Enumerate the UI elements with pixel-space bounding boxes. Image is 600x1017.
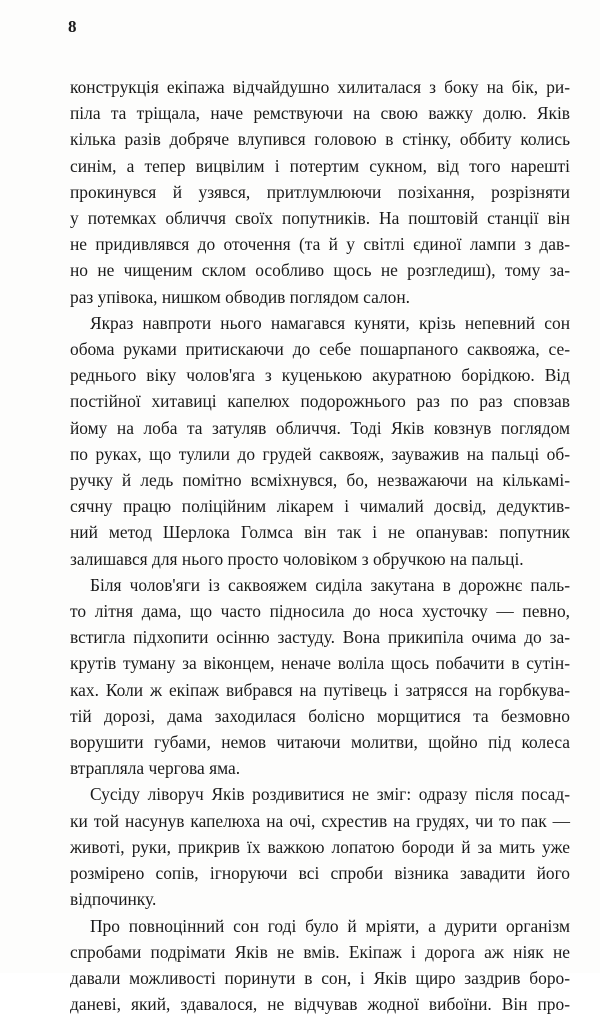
text-line: встигла підхопити осінню застуду. Вона прикипіла очима до за-	[70, 624, 570, 650]
text-line: не придивлявся до оточення (та й у світлі єдиної лампи з дав-	[70, 231, 570, 257]
text-line: крутів туману за віконцем, неначе воліла щось побачити в сутін-	[70, 650, 570, 676]
text-line: то літня дама, що часто підносила до носа хусточку — певно,	[70, 598, 570, 624]
text-line: животі, руки, прикрив їх важкою лопатою бороди й за мить уже	[70, 834, 570, 860]
text-line: ках. Коли ж екіпаж вибрався на путівець і затрясся на горбкува-	[70, 677, 570, 703]
text-line: синім, а тепер вицвілим і потертим сукном, від того нарешті	[70, 153, 570, 179]
text-line: розмірено сопів, ігноруючи всі спроби візника завадити його	[70, 860, 570, 886]
text-line: у потемках обличчя своїх попутників. На поштовій станції він	[70, 205, 570, 231]
paragraph-4	[70, 781, 570, 912]
text-line: прокинувся й узявся, притлумлюючи позіхання, розрізняти	[70, 179, 570, 205]
text-line: відпочинку.	[70, 886, 570, 912]
paragraph-5	[70, 913, 570, 1017]
text-line: но не чищеним склом особливо щось не розгледиш), тому за-	[70, 257, 570, 283]
text-line: постійної хитавиці капелюх подорожнього раз по раз сповзав	[70, 388, 570, 414]
text-line: піла та тріщала, наче ремствуючи на свою важку долю. Яків	[70, 100, 570, 126]
paragraph-3	[70, 572, 570, 782]
paragraph-2	[70, 310, 570, 572]
text-line: ворушити губами, немов читаючи молитви, щойно під колеса	[70, 729, 570, 755]
text-line: кілька разів добряче влупився головою в стінку, оббиту колись	[70, 126, 570, 152]
text-line: Біля чолов'яги із саквояжем сиділа закутана в дорожнє паль-	[70, 572, 570, 598]
text-line: обома руками притискаючи до себе пошарпаного саквояжа, се-	[70, 336, 570, 362]
text-line: Якраз навпроти нього намагався куняти, крізь непевний сон	[70, 310, 570, 336]
body-text	[70, 74, 570, 1017]
text-line: спробами подрімати Яків не вмів. Екіпаж і дорога аж ніяк не	[70, 939, 570, 965]
text-line: ручку й ледь помітно всміхнувся, бо, незважаючи на кількамі-	[70, 467, 570, 493]
text-line: реднього віку чолов'яга з куценькою акуратною борідкою. Від	[70, 362, 570, 388]
text-line: по руках, що тулили до грудей саквояж, зауважив на пальці об-	[70, 441, 570, 467]
text-line: ний метод Шерлока Голмса він так і не опанував: попутник	[70, 519, 570, 545]
text-line: ки той насунув капелюха на очі, схрестив на грудях, чи то пак —	[70, 808, 570, 834]
text-line: тій дорозі, дама заходилася болісно морщитися та безмовно	[70, 703, 570, 729]
text-line: даневі, який, здавалося, не відчував жодної вибоїни. Він про-	[70, 991, 570, 1017]
text-line: Сусіду ліворуч Яків роздивитися не зміг: одразу після посад-	[70, 781, 570, 807]
text-line: Про повноцінний сон годі було й мріяти, а дурити організм	[70, 913, 570, 939]
text-line: давали можливості поринути в сон, і Яків щиро заздрив боро-	[70, 965, 570, 991]
page-number: 8	[68, 18, 77, 35]
paragraph-1	[70, 74, 570, 310]
text-line: конструкція екіпажа відчайдушно хилиталася з боку на бік, ри-	[70, 74, 570, 100]
text-line: сячну працю поліційним лікарем і чималий досвід, дедуктив-	[70, 493, 570, 519]
text-line: залишався для нього просто чоловіком з обручкою на пальці.	[70, 546, 570, 572]
text-line: йому на лоба та затуляв обличчя. Тоді Яків ковзнув поглядом	[70, 415, 570, 441]
text-line: раз упівока, нишком обводив поглядом салон.	[70, 284, 570, 310]
text-line: втрапляла чергова яма.	[70, 755, 570, 781]
